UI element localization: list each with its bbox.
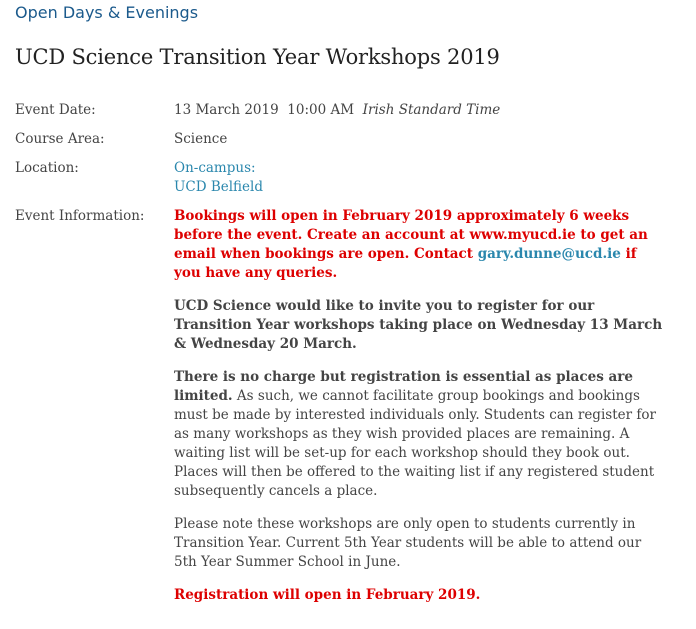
location-value xyxy=(174,159,665,197)
event-date-row xyxy=(15,101,665,120)
location-row xyxy=(15,159,665,197)
charge-bold-text: There is no charge but registration is essential as places are limited. xyxy=(174,369,633,404)
event-information-row xyxy=(15,207,665,619)
event-date: 13 March 2019 xyxy=(174,102,279,118)
note-paragraph: Please note these workshops are only open to students currently in Transition Year. Current 5th Year students will be able to attend our 5th Year Summer School in June. xyxy=(174,516,642,570)
location-ucd-belfield-link[interactable]: UCD Belfield xyxy=(174,179,264,195)
event-date-value xyxy=(174,101,665,120)
location-on-campus-link[interactable]: On-campus: xyxy=(174,160,256,176)
event-time: 10:00 AM xyxy=(287,102,355,118)
invite-paragraph: UCD Science would like to invite you to register for our Transition Year workshops taking place on Wednesday 13 March & Wednesday 20 March. xyxy=(174,298,663,352)
course-area-label: Course Area: xyxy=(15,131,105,147)
event-details xyxy=(15,101,665,629)
event-date-label: Event Date: xyxy=(15,102,96,118)
bookings-alert-text-end: if you have any queries. xyxy=(174,246,637,281)
open-days-evenings-link[interactable]: Open Days & Evenings xyxy=(15,3,199,22)
bookings-alert xyxy=(174,207,665,283)
course-area-row xyxy=(15,130,665,149)
event-time-zone: Irish Standard Time xyxy=(362,102,501,118)
registration-alert: Registration will open in February 2019. xyxy=(174,587,481,603)
contact-email-link[interactable]: gary.dunne@ucd.ie xyxy=(477,246,621,262)
bookings-alert-text: Bookings will open in February 2019 approximately 6 weeks before the event. Create an account at www.myucd.ie to get an email when bookings are open. Contact xyxy=(174,208,648,262)
event-information-value xyxy=(174,207,665,619)
course-area-value: Science xyxy=(174,131,228,147)
charge-text: As such, we cannot facilitate group bookings and bookings must be made by interested individuals only. Students can register for as many workshops as they wish provided places are remaining. A waiting list will be set-up for each workshop should they book out. Places will then be offered to the waiting list if any registered student subsequently cancels a place. xyxy=(174,388,656,499)
charge-paragraph xyxy=(174,368,665,501)
event-information-label: Event Information: xyxy=(15,208,145,224)
location-label: Location: xyxy=(15,160,79,176)
page-title: UCD Science Transition Year Workshops 2019 xyxy=(15,45,500,69)
